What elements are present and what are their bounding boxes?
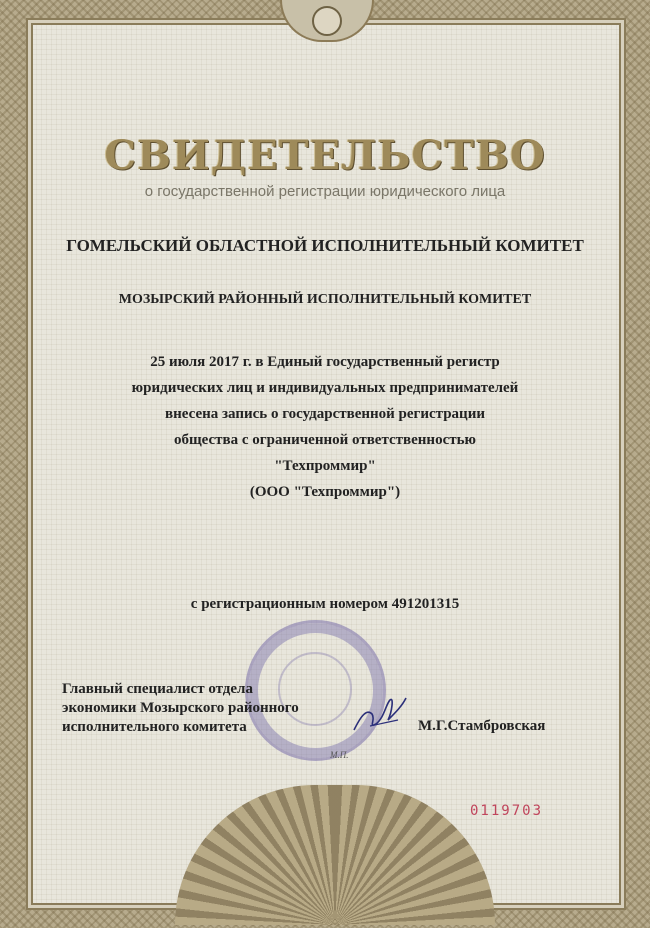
statement-line: общества с ограниченной ответственностью — [174, 432, 476, 448]
statement-line: внесена запись о государственной регистрации — [165, 406, 485, 422]
handwritten-signature-icon — [350, 690, 410, 738]
statement-line: 25 июля 2017 г. в Единый государственный регистр — [150, 354, 500, 370]
emblem-center-icon — [312, 6, 342, 36]
statement-line: юридических лиц и индивидуальных предпринимателей — [131, 380, 519, 396]
signer-position-line: исполнительного комитета — [62, 719, 247, 735]
signer-position-line: экономики Мозырского районного — [62, 700, 299, 716]
company-name: "Техпроммир" — [274, 458, 376, 474]
signer-position — [62, 680, 382, 737]
signer-name: М.Г.Стамбровская — [418, 718, 546, 734]
issuer-regional: ГОМЕЛЬСКИЙ ОБЛАСТНОЙ ИСПОЛНИТЕЛЬНЫЙ КОМИТЕТ — [66, 236, 584, 255]
certificate-subtitle: о государственной регистрации юридического лица — [144, 183, 506, 200]
serial-number: 0119703 — [470, 803, 544, 819]
seal-mark-label: М.П. — [330, 750, 349, 760]
certificate-title: СВИДЕТЕЛЬСТВО — [104, 132, 546, 179]
signer-position-line: Главный специалист отдела — [62, 681, 253, 697]
company-short-name: (ООО "Техпроммир") — [249, 484, 401, 500]
registration-statement — [60, 349, 590, 505]
registration-number: с регистрационным номером 491201315 — [190, 596, 460, 612]
issuer-district: МОЗЫРСКИЙ РАЙОННЫЙ ИСПОЛНИТЕЛЬНЫЙ КОМИТЕТ — [118, 292, 532, 307]
